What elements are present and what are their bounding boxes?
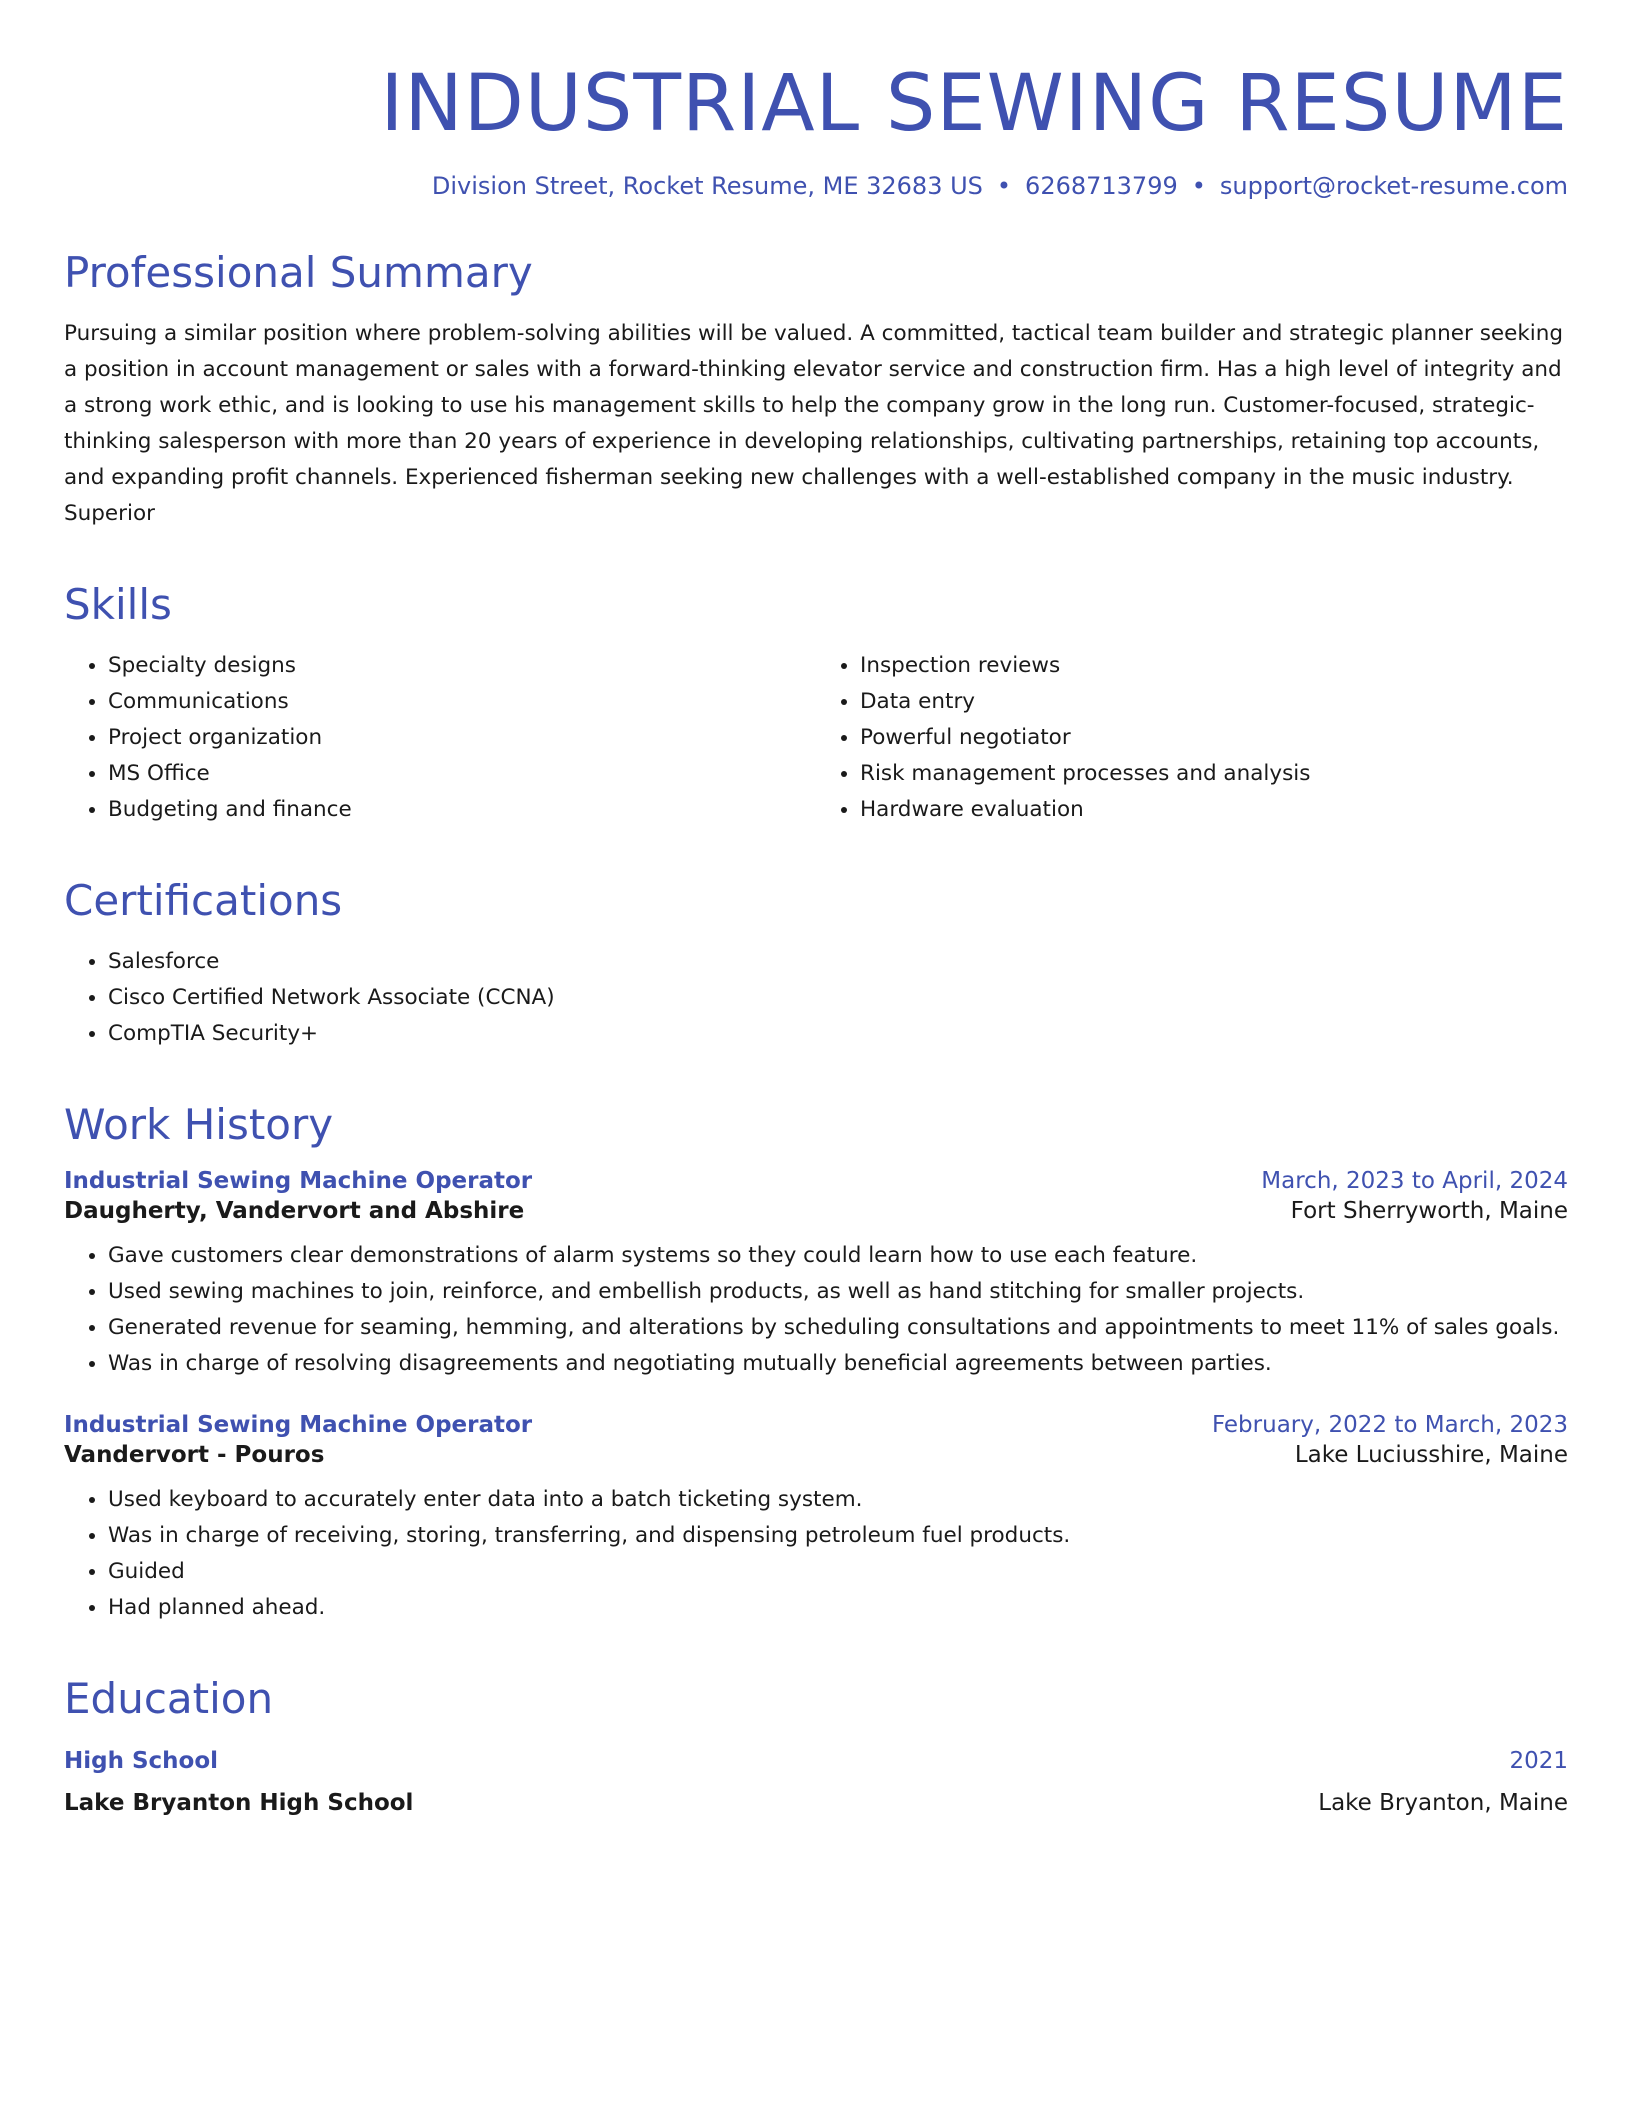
job-dates: February, 2022 to March, 2023 xyxy=(1211,1412,1568,1438)
skill-item: • MS Office xyxy=(108,756,816,792)
skills-right-column xyxy=(816,648,1568,828)
certification-item: • Cisco Certified Network Associate (CCNA) xyxy=(108,980,1568,1016)
separator-dot: • xyxy=(1191,172,1206,200)
job-location: Lake Luciusshire, Maine xyxy=(1294,1442,1568,1468)
degree: High School xyxy=(64,1748,219,1774)
job-bullets xyxy=(64,1482,1568,1626)
address: Division Street, Rocket Resume, ME 32683 US xyxy=(431,172,983,200)
summary-text: Pursuing a similar position where problem-solving abilities will be valued. A committed, tactical team builder and strategic planner seeking a position in account management or sales with a forward-thinking elevator service and construction firm. Has a high level of integrity and a strong work ethic, and is looking to use his management skills to help the company grow in the long run. Customer-focused, strategic-thinking salesperson with more than 20 years of experience in developing relationships, cultivating partnerships, retaining top accounts, and expanding profit channels. Experienced fisherman seeking new challenges with a well-established company in the music industry. Superior xyxy=(64,321,1564,526)
skill-item: • Project organization xyxy=(108,720,816,756)
certifications-list xyxy=(64,944,1568,1052)
skill-item: • Powerful negotiator xyxy=(860,720,1568,756)
school-location: Lake Bryanton, Maine xyxy=(1318,1790,1568,1816)
education-heading: Education xyxy=(64,1674,274,1723)
skills-list xyxy=(64,648,1568,828)
certification-item: • CompTIA Security+ xyxy=(108,1016,1568,1052)
job-bullet: • Was in charge of receiving, storing, transferring, and dispensing petroleum fuel products. xyxy=(108,1518,1568,1554)
phone: 6268713799 xyxy=(1025,172,1178,200)
job-bullet: • Had planned ahead. xyxy=(108,1590,1568,1626)
job-bullet: • Was in charge of resolving disagreements and negotiating mutually beneficial agreements between parties. xyxy=(108,1346,1568,1382)
email-link[interactable]: support@rocket-resume.com xyxy=(1219,172,1568,200)
skill-item: • Risk management processes and analysis xyxy=(860,756,1568,792)
job-bullets xyxy=(64,1238,1568,1382)
graduation-year: 2021 xyxy=(1509,1748,1568,1774)
job-entry xyxy=(64,1412,1568,1626)
resume-title: INDUSTRIAL SEWING RESUME xyxy=(380,59,1568,149)
job-title: Industrial Sewing Machine Operator xyxy=(64,1412,533,1438)
certification-item: • Salesforce xyxy=(108,944,1568,980)
job-bullet: • Used sewing machines to join, reinforce, and embellish products, as well as hand stitching for smaller projects. xyxy=(108,1274,1568,1310)
job-bullet: • Gave customers clear demonstrations of alarm systems so they could learn how to use each feature. xyxy=(108,1238,1568,1274)
skill-item: • Data entry xyxy=(860,684,1568,720)
company-name: Daugherty, Vandervort and Abshire xyxy=(64,1198,525,1224)
skill-item: • Communications xyxy=(108,684,816,720)
skill-item: • Hardware evaluation xyxy=(860,792,1568,828)
skill-item: • Specialty designs xyxy=(108,648,816,684)
job-title: Industrial Sewing Machine Operator xyxy=(64,1168,533,1194)
skills-heading: Skills xyxy=(64,580,172,629)
job-bullet: • Used keyboard to accurately enter data into a batch ticketing system. xyxy=(108,1482,1568,1518)
school-name: Lake Bryanton High School xyxy=(64,1790,414,1816)
job-dates: March, 2023 to April, 2024 xyxy=(1261,1168,1568,1194)
work-history-heading: Work History xyxy=(64,1100,334,1149)
contact-line xyxy=(64,172,1568,200)
company-name: Vandervort - Pouros xyxy=(64,1442,325,1468)
job-bullet: • Guided xyxy=(108,1554,1568,1590)
skills-left-column xyxy=(64,648,816,828)
job-bullet: • Generated revenue for seaming, hemming, and alterations by scheduling consultations and appointments to meet 11% of sales goals. xyxy=(108,1310,1568,1346)
job-entry xyxy=(64,1168,1568,1382)
education-entry xyxy=(64,1742,1568,1822)
summary-heading: Professional Summary xyxy=(64,248,533,297)
skill-item: • Inspection reviews xyxy=(860,648,1568,684)
skill-item: • Budgeting and finance xyxy=(108,792,816,828)
certifications-heading: Certifications xyxy=(64,876,343,925)
separator-dot: • xyxy=(996,172,1012,200)
job-location: Fort Sherryworth, Maine xyxy=(1290,1198,1568,1224)
